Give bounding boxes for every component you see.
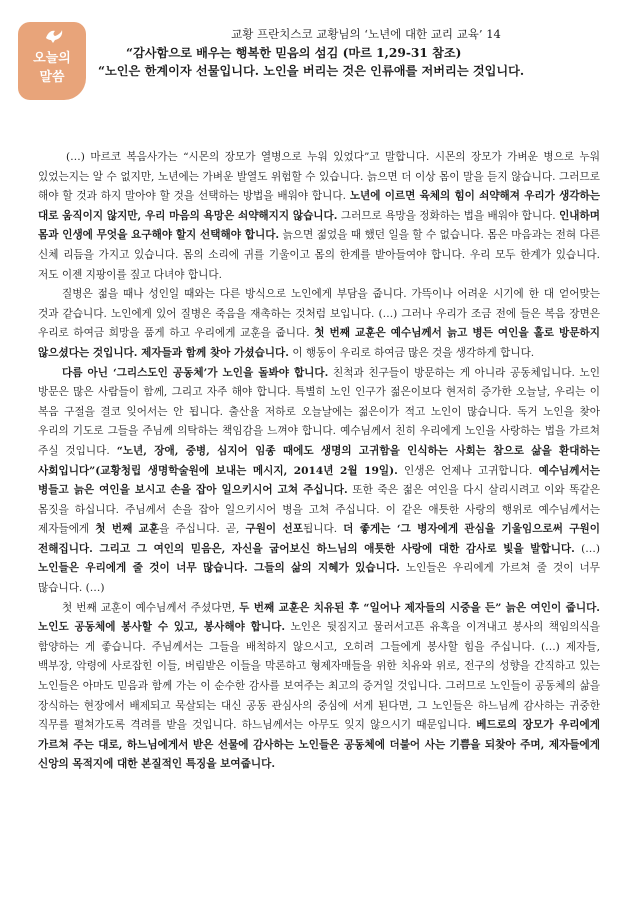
- text-run: 그러므로 욕망을 정화하는 법을 배워야 합니다.: [337, 209, 560, 222]
- text-run: 을 주십니다. 곧,: [159, 523, 246, 536]
- text-run: 인생은 언제나 고귀합니다.: [397, 464, 539, 477]
- series-title: 교황 프란치스코 교황님의 ‘노년에 대한 교리 교육’ 14: [231, 27, 501, 41]
- text-run: 또한 죽은 젊은 여인을 다시 살리시려고 이와 똑같은 몸짓을 하십니다. 주님께서 손을 잡아 일으키시어 병을 고쳐 주십니다. 이 같은 애틋한 사랑의 행위로 예수님께서는 제자들에게: [38, 484, 601, 536]
- text-run: 늙으면 젊었을 때 했던 일을 할 수 없습니다. 몸은 마음과는 전혀 다른 신체 리듬을 가지고 있습니다. 몸의 소리에 귀를 기울이고 몸의 한계를 받아들여야 합니다. 우리 모두 한계가 있습니다. 저도 이젠 지팡이를 짚고 다녀야 합니다.: [38, 229, 600, 281]
- document-header: [96, 26, 616, 80]
- text-run: 이 행동이 우리로 하여금 많은 것을 생각하게 합니다.: [288, 346, 535, 359]
- text-run: (…): [574, 542, 600, 555]
- bold-text-run: 노년에 이르면 육체의 힘이 쇠약해져 우리가 생각하는 대로 움직이지 않지만, 우리 마음의 욕망은 쇠약해지지 않습니다.: [38, 190, 601, 222]
- bold-text-run: 노인들은 우리에게 줄 것이 너무 많습니다. 그들의 삶의 지혜가 있습니다.: [38, 562, 400, 575]
- text-run: 노인들은 우리에게 가르쳐 줄 것이 너무 많습니다. (…): [38, 562, 600, 595]
- dove-icon: [18, 28, 86, 46]
- body-paragraph: [38, 364, 600, 599]
- bold-text-run: 두 번째 교훈은 치유된 후 “일어나 제자들의 시중을 든” 늙은 여인이 줍니다. 노인도 공동체에 봉사할 수 있고, 봉사해야 합니다.: [38, 601, 600, 634]
- text-run: 노인은 뒷짐지고 물러서고픈 유혹을 이겨내고 봉사의 책임의식을 함양하는 게 좋습니다. 주님께서는 그들을 배척하지 않으시고, 오히려 그들에게 봉사할 힘을 주십니다. (…) 제자들, 백부장, 악령에 사로잡힌 이들, 버림받은 이들을 막론하고 형제자매들을 위한 치유와 위로, 전구의 성향을 간직하고 있는 노인들은 아마도 믿음과 함께 가는 이 순수한 감사를 보여주는 최고의 증거일 것입니다. 그러므로 노인들이 공동체의 삶을 장식하는 현장에서 배제되고 묵살되는 대신 공동 관심사의 중심에 서게 된다면, 그 노인들은 하느님께 감사하는 귀중한 직무를 펼쳐가도록 격려를 받을 것입니다. 하느님께서는 아무도 잊지 않으시기 때문입니다.: [38, 621, 600, 732]
- bold-text-run: 구원이 선포: [245, 523, 304, 536]
- text-run: 친척과 친구들이 방문하는 게 아니라 공동체입니다. 노인 방문은 많은 사람들이 함께, 그리고 자주 해야 합니다. 특별히 노인 인구가 젊은이보다 현저히 증가한 오늘날, 우리는 이 복음 구절을 결코 잊어서는 안 됩니다. 출산율 저하로 오늘날에는 젊은이가 적고 노인이 많습니다. 독거 노인을 찾아 우리의 기도로 그들을 주님께 의탁하는 책임감을 느껴야 합니다. 예수님께서 친히 우리에게 노인을 사랑하는 법을 가르쳐 주실 것입니다.: [38, 366, 600, 457]
- bold-text-run: 예수님께서는 병들고 늙은 여인을 보시고 손을 잡아 일으키시어 고쳐 주십니다.: [38, 464, 600, 497]
- text-run: 첫 번째 교훈이 예수님께서 주셨다면,: [62, 601, 240, 614]
- document-title: “감사함으로 배우는 행복한 믿음의 섬김 (마르 1,29-31 참조): [126, 46, 462, 60]
- todays-word-badge: [18, 22, 86, 100]
- body-paragraph: [38, 148, 600, 285]
- body-paragraph: [38, 285, 600, 363]
- body-paragraph: [38, 599, 600, 775]
- bold-text-run: 첫 번째 교훈은 예수님께서 늙고 병든 여인을 홀로 방문하지 않으셨다는 것입니다. 제자들과 함께 찾아 가셨습니다.: [38, 327, 600, 359]
- bold-text-run: 다름 아닌 ‘그리스도인 공동체’가 노인을 돌봐야 합니다.: [62, 366, 329, 379]
- bold-text-run: 더 좋게는 ‘그 병자에게 관심을 기울임으로써 구원이 전해집니다. 그리고 그 여인의 믿음은, 자신을 굽어보신 하느님의 애틋한 사랑에 대한 감사로 빛을 발합니다.: [38, 523, 600, 555]
- badge-line-2: 말씀: [39, 70, 65, 85]
- text-run: (…) 마르코 복음사가는 “시몬의 장모가 열병으로 누워 있었다”고 말합니다. 시몬의 장모가 가벼운 병으로 누워 있었는지는 알 수 없지만, 노년에는 가벼운 발열도 위험할 수 있습니다. 늙으면 더 이상 몸이 말을 듣지 않습니다. 그러므로 해야 할 것과 하지 말아야 할 것을 선택하는 방법을 배워야 합니다.: [38, 151, 600, 203]
- document-subtitle: “노인은 한계이자 선물입니다. 노인을 버리는 것은 인류애를 저버리는 것입니다.: [98, 64, 525, 78]
- bold-text-run: 인내하며 몸과 인생에 무엇을 요구해야 할지 선택해야 합니다.: [38, 209, 600, 242]
- bold-text-run: 첫 번째 교훈: [95, 523, 160, 536]
- bold-text-run: “노년, 장애, 중병, 심지어 임종 때에도 생명의 고귀함을 인식하는 사회는 참으로 삶을 환대하는 사회입니다”(교황청립 생명학술원에 보내는 메시지, 2014년 2월 19일).: [38, 444, 600, 477]
- text-run: 질병은 젊을 때나 성인일 때와는 다른 방식으로 노인에게 부담을 줍니다. 가뜩이나 어려운 시기에 한 대 얻어맞는 것과 같습니다. 노인에게 있어 질병은 죽음을 재촉하는 것처럼 보입니다. (…) 그러나 우리가 조금 전에 들은 복음 장면은 우리로 하여금 희망을 품게 하고 우리에게 교훈을 줍니다.: [38, 288, 600, 340]
- text-run: 됩니다.: [303, 523, 344, 536]
- bold-text-run: 베드로의 장모가 우리에게 가르쳐 주는 대로, 하느님에게서 받은 선물에 감사하는 노인들은 공동체에 더불어 사는 기쁨을 되찾아 주며, 제자들에게 신앙의 목적지에 대한 본질적인 특징을 보여줍니다.: [38, 719, 600, 771]
- document-body: [38, 148, 600, 775]
- badge-line-1: 오늘의: [33, 51, 71, 66]
